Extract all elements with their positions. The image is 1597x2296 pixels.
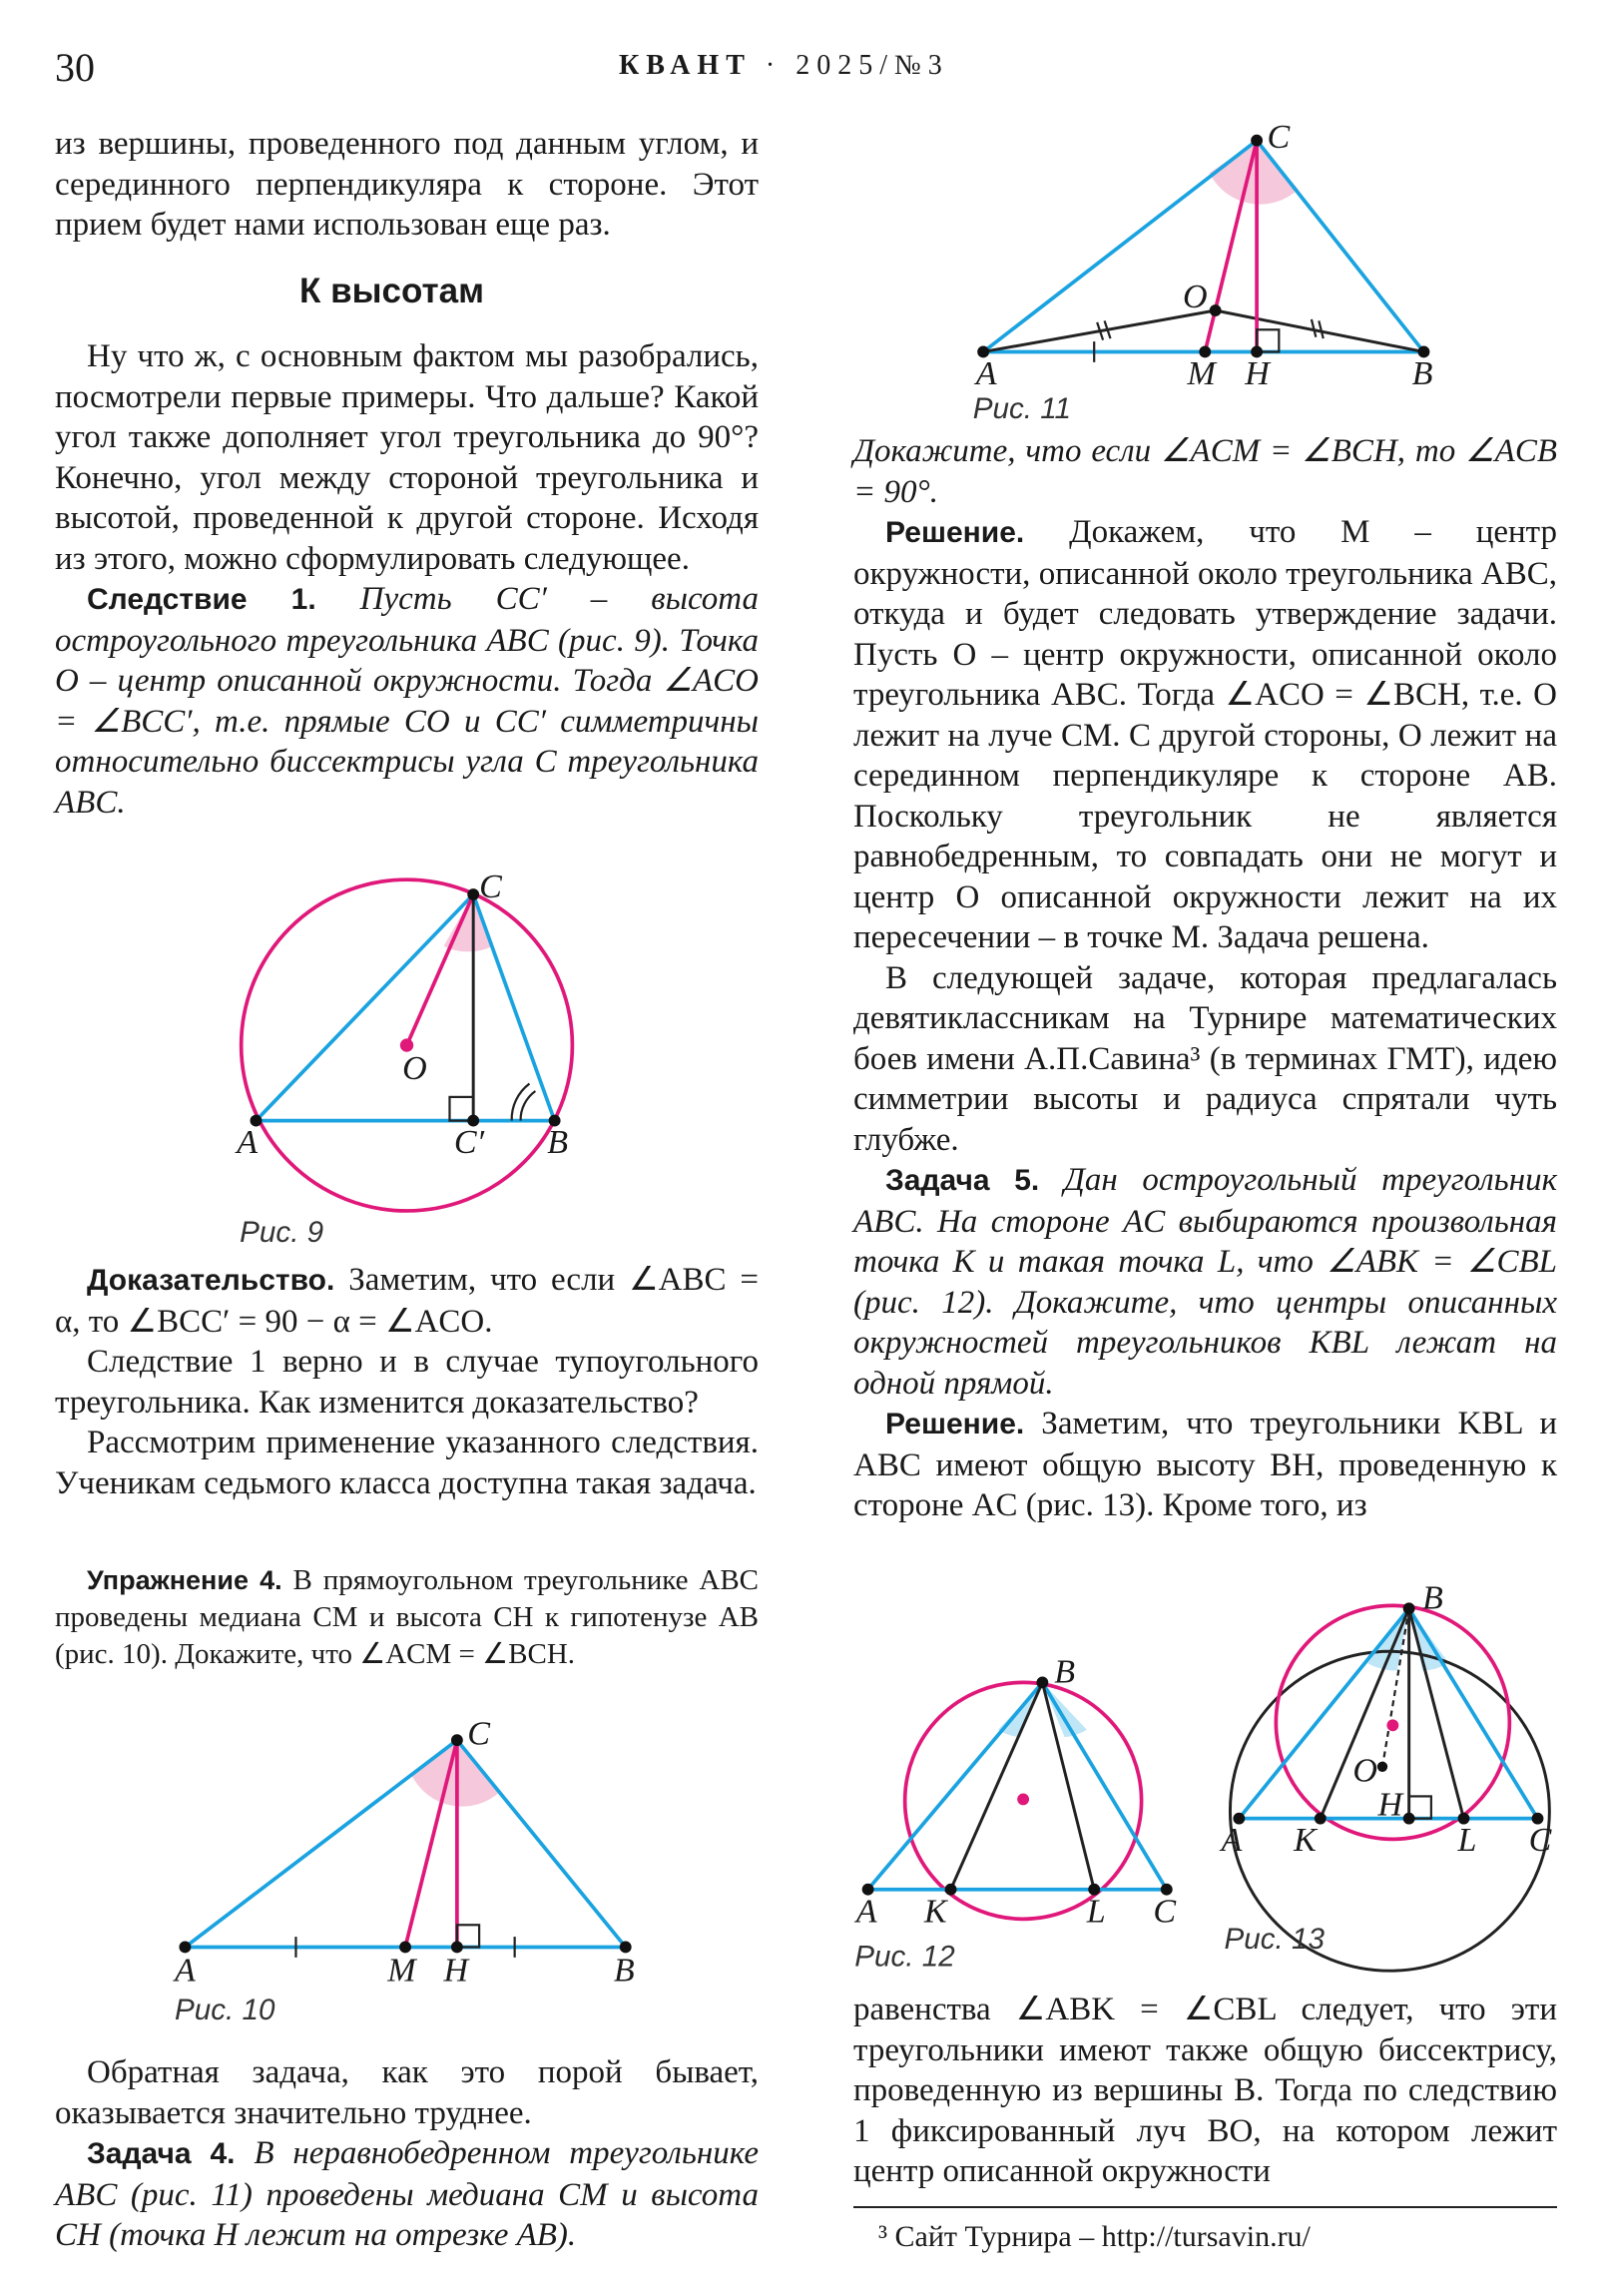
label-c: C: [479, 867, 502, 905]
figure-caption: Рис. 13: [1224, 1922, 1325, 1956]
task-text: Дан остроугольный треугольник ABC. На стороне AC выбираются произвольная точка K и такая точка L, что ∠ABK = ∠CBL (рис. 12). Докажите, что центры описанных окружностей треугольников KBL лежат на одной прямой.: [853, 1162, 1558, 1402]
paragraph: В следующей задаче, которая предлагалась девятиклассникам на Турнире математических боев имени А.П.Савина³ (в терминах ГМТ), идею симметрии высоты и радиуса спрятали чуть глубже.: [853, 959, 1557, 1158]
label-a: A: [1221, 1822, 1243, 1860]
label-a: A: [855, 1893, 877, 1931]
label-b: B: [1411, 355, 1433, 393]
point-marker: [1036, 1676, 1048, 1688]
page-number: 30: [55, 45, 95, 90]
label-b: B: [613, 1952, 635, 1990]
label-k: K: [1294, 1822, 1317, 1860]
paragraph: Следствие 1 верно и в случае тупоугольного треугольника. Как изменится доказательство?: [55, 1344, 759, 1421]
label-c-prime: C′: [453, 1124, 485, 1162]
task-text: В неравнобедренном треугольнике ABC (рис. 11) проведены медиана CM и высота CH (точка H лежит на отрезке AB).: [55, 2135, 760, 2253]
point-marker: [1210, 304, 1222, 316]
paragraph: из вершины, проведенного под данным углом, и серединного перпендикуляра к стороне. Этот прием будет нами использован еще раз.: [55, 126, 759, 243]
diagram-line: [983, 141, 1423, 352]
label-h: H: [443, 1952, 469, 1990]
point-marker: [1377, 1762, 1387, 1772]
diagram-line: [407, 894, 474, 1045]
figure-13: [1220, 1579, 1553, 1971]
figure-caption: Рис. 10: [175, 1994, 275, 2027]
diagram-line: [1216, 310, 1424, 351]
solution-label: Решение.: [885, 516, 1025, 549]
issue: 2025/№3: [796, 50, 949, 81]
solution-text: Заметим, что треугольники KBL и ABC имеют общую высоту BH, проведенную к стороне AC (рис. 13). Кроме того, из: [853, 1406, 1557, 1523]
label-l: L: [1457, 1822, 1477, 1860]
diagram-line: [977, 135, 1429, 358]
label-b: B: [547, 1124, 569, 1162]
point-marker: [451, 1734, 463, 1746]
task-claim: Докажите, что если ∠ACM = ∠BCH, то ∠ACB = 90°.: [853, 433, 1557, 510]
label-o: O: [1183, 279, 1208, 316]
diagram-line: [868, 1682, 1167, 1889]
proof-text: Заметим, что если ∠ABC = α, то ∠BCC′ = 90 − α = ∠ACO.: [55, 1262, 759, 1340]
task-label: Задача 5.: [885, 1164, 1040, 1197]
point-marker: [1403, 1813, 1415, 1825]
figure-caption: Рис. 11: [972, 392, 1071, 426]
diagram-line: [1409, 1608, 1464, 1818]
footnote: ³ Сайт Турнира – http://tursavin.ru/: [878, 2220, 1311, 2253]
proof-label: Доказательство.: [87, 1264, 335, 1297]
label-a: A: [175, 1952, 196, 1990]
solution-label: Решение.: [885, 1408, 1025, 1440]
label-m: M: [1187, 355, 1216, 393]
separator: ·: [765, 50, 783, 81]
label-b: B: [1421, 1579, 1443, 1617]
label-c: C: [467, 1715, 490, 1753]
label-c: C: [1528, 1822, 1552, 1860]
section-heading: К высотам: [299, 272, 484, 310]
label-a: A: [975, 355, 997, 393]
solution-text: Докажем, что M – центр окружности, описанной около треугольника ABC, откуда и будет следовать утверждение задачи. Пусть O – центр окружности, описанной около треугольника ABC. Тогда ∠ACO = ∠BCH, т.е. O лежит на луче CM. С другой стороны, O лежит на серединном перпендикуляре к стороне AB. Поскольку треугольник не является равнобедренным, то совпадать они не могут и центр O описанной окружности лежит на их пересечении – в точке M. Задача решена.: [853, 514, 1557, 955]
figure-9: [235, 868, 572, 1249]
diagram-line: [951, 1682, 1043, 1889]
diagram-line: [521, 1091, 536, 1121]
diagram-line: [185, 1740, 625, 1947]
label-m: M: [387, 1952, 416, 1990]
point-marker: [1251, 135, 1263, 147]
label-h: H: [1245, 355, 1270, 393]
label-o: O: [402, 1050, 427, 1088]
paragraph: равенства ∠ABK = ∠CBL следует, что эти треугольники имеют также общую биссектрису, проведенную из вершины B. Тогда по следствию 1 фиксированный луч BO, на котором лежит центр описанной окружности: [853, 1992, 1557, 2189]
corollary-label: Следствие 1.: [87, 583, 316, 616]
label-k: K: [923, 1893, 947, 1931]
label-o: O: [1352, 1752, 1377, 1790]
label-h: H: [1377, 1786, 1403, 1824]
paragraph: Ну что ж, с основным фактом мы разобрались, посмотрели первые примеры. Что дальше? Какой угол также дополняет угол треугольника до 90°? Конечно, угол между стороной треугольника и высотой, проведенной к другой стороне. Исходя из этого, можно сформулировать следующее.: [55, 338, 759, 577]
paragraph: Рассмотрим применение указанного следствия. Ученикам седьмого класса доступна такая задача.: [55, 1425, 759, 1501]
corollary-text: Пусть CC′ – высота остроугольного треугольника ABC (рис. 9). Точка O – центр описанной окружности. Тогда ∠ACO = ∠BCC′, т.е. прямые CO и CC′ симметричны относительно биссектрисы угла C треугольника ABC.: [55, 581, 760, 821]
diagram-line: [179, 1734, 631, 1953]
exercise-text: В прямоугольном треугольнике ABC проведены медиана CM и высота CH к гипотенузе AB (рис. 10). Докажите, что ∠ACM = ∠BCH.: [55, 1564, 760, 1670]
journal-name: КВАНТ: [619, 50, 752, 81]
figure-10: [173, 1716, 635, 2026]
figure-11: [973, 119, 1433, 425]
figure-12: [854, 1653, 1178, 1973]
point-marker: [1017, 1793, 1029, 1805]
point-marker: [1386, 1719, 1398, 1731]
label-c: C: [1267, 119, 1291, 157]
point-marker: [1403, 1602, 1415, 1614]
figure-caption: Рис. 12: [854, 1940, 955, 1974]
point-marker: [467, 888, 479, 900]
task-label: Задача 4.: [87, 2137, 236, 2170]
label-c: C: [1153, 1893, 1177, 1931]
figure-caption: Рис. 9: [240, 1216, 324, 1250]
label-l: L: [1086, 1893, 1106, 1931]
paragraph: Обратная задача, как это порой бывает, оказывается значительно труднее.: [55, 2054, 759, 2131]
label-b: B: [1054, 1653, 1076, 1691]
label-a: A: [237, 1124, 259, 1162]
exercise-label: Упражнение 4.: [87, 1565, 282, 1595]
